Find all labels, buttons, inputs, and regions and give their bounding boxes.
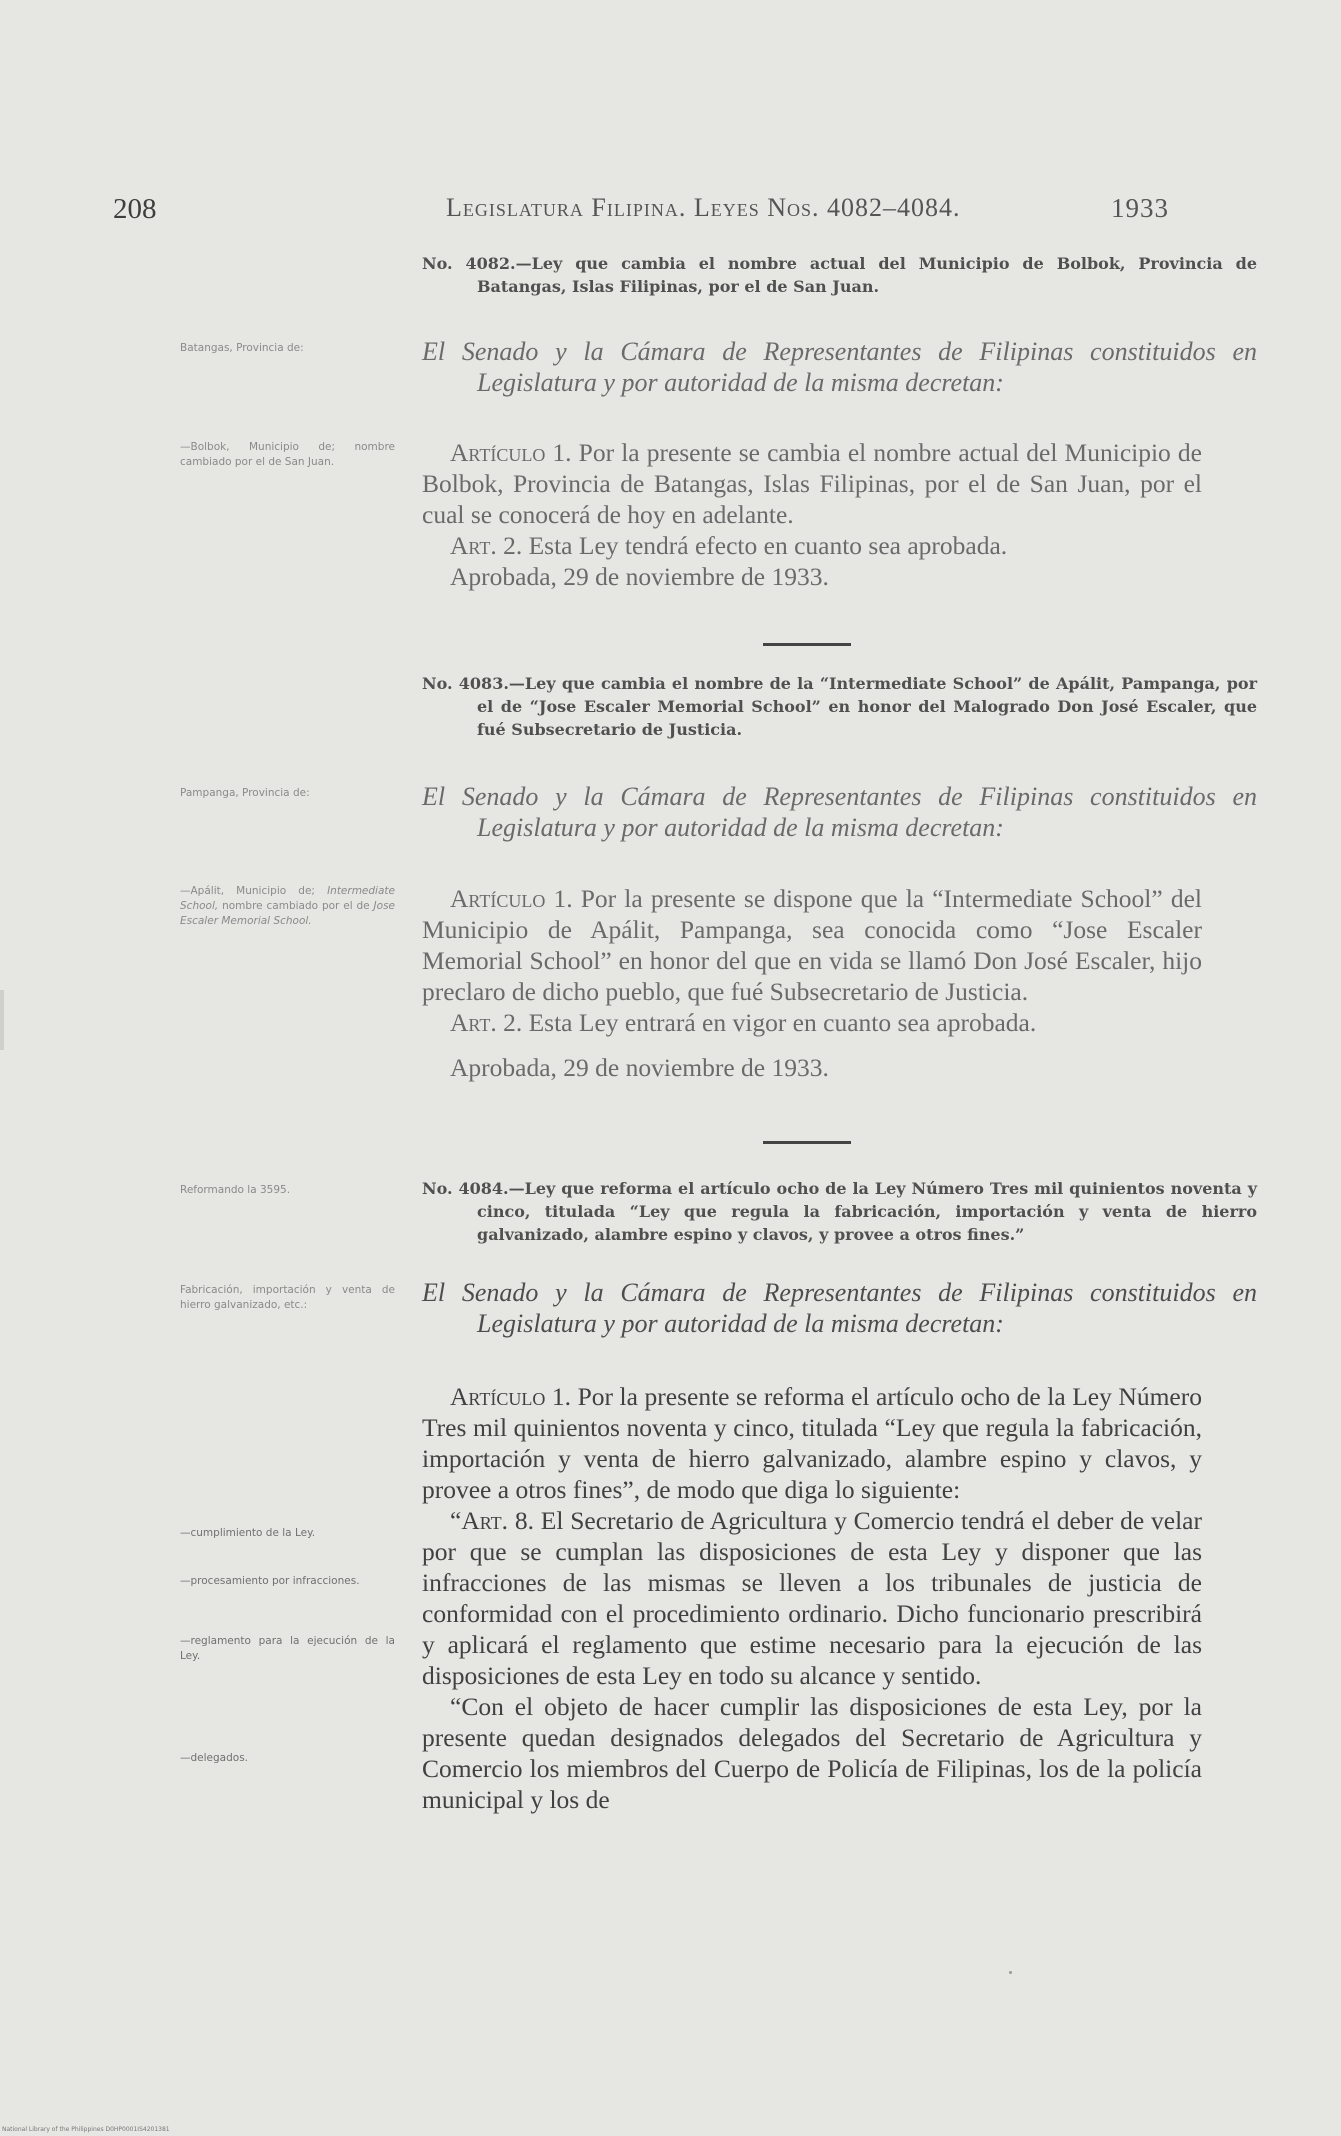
quoted-article-8 — [422, 1505, 1202, 1691]
article-text: Por la presente se reforma el artículo ocho de la Ley Número Tres mil quinientos noventa y cinco, titulada “Ley que regula la fabricación, importación y venta de hierro galvanizado, alambre espino y clavos, y provee a otros fines”, de modo que diga lo siguiente: — [422, 1382, 1202, 1504]
footer-credit: National Library of the Philippines D0HP0001IS4201381 — [2, 2126, 170, 2133]
margin-note-procesamiento: —procesamiento por infracciones. — [180, 1575, 360, 1587]
article-label: Artículo 1. — [450, 884, 573, 913]
article-label: Artículo 1. — [450, 1382, 572, 1411]
article-text: Por la presente se cambia el nombre actual del Municipio de Bolbok, Provincia de Batangas, Islas Filipinas, por el de San Juan, por el cual se conocerá de hoy en adelante. — [422, 438, 1202, 529]
scan-edge-shadow — [0, 990, 4, 1050]
margin-note-fabricacion: Fabricación, importación y venta de hierro galvanizado, etc.: — [180, 1284, 395, 1311]
article-1 — [422, 1381, 1202, 1505]
article-2 — [422, 530, 1202, 561]
section-divider — [763, 1141, 851, 1144]
enacting-clause-4084: El Senado y la Cámara de Representantes de Filipinas constituidos en Legislatura y por autoridad de la misma decretan: — [422, 1278, 1257, 1338]
note-italic: Jose Escaler Memorial School. — [180, 900, 395, 927]
article-1 — [422, 437, 1202, 530]
law-heading-4082: No. 4082.—Ley que cambia el nombre actual del Municipio de Bolbok, Provincia de Batangas, Islas Filipinas, por el de San Juan. — [422, 254, 1257, 296]
article-label: Art. 2. — [450, 531, 523, 560]
law-body-4082 — [422, 437, 1202, 592]
margin-note-batangas: Batangas, Provincia de: — [180, 342, 304, 354]
law-heading-4084: No. 4084.—Ley que reforma el artículo ocho de la Ley Número Tres mil quinientos noventa y cinco, titulada “Ley que regula la fabricación, importación y venta de hierro galvanizado, alambre espino y clavos, y provee a otros fines.” — [422, 1179, 1257, 1244]
running-head-year: 1933 — [1111, 193, 1169, 223]
note-text: —Apálit, Municipio de; — [180, 885, 328, 897]
article-label: Art. 2. — [450, 1008, 523, 1037]
article-text: Por la presente se dispone que la “Intermediate School” del Municipio de Apálit, Pampanga, sea conocida como “Jose Escaler Memorial School” en honor del que en vida se llamó Don José Escaler, hijo preclaro de dicho pueblo, que fué Subsecretario de Justicia. — [422, 884, 1202, 1006]
article-label: Artículo 1. — [450, 438, 572, 467]
margin-note-delegados: —delegados. — [180, 1752, 248, 1764]
note-text: nombre cambiado por el de — [218, 900, 374, 912]
note-italic: Intermediate School, — [180, 885, 395, 912]
law-heading-4083: No. 4083.—Ley que cambia el nombre de la “Intermediate School” de Apálit, Pampanga, por el de “Jose Escaler Memorial School” en honor del Malogrado Don José Escaler, que fué Subsecretario de Justicia. — [422, 674, 1257, 739]
margin-note-apalit — [180, 884, 395, 929]
section-divider — [763, 643, 851, 646]
article-label: “Art. 8. — [450, 1506, 534, 1535]
page-number: 208 — [113, 193, 157, 225]
margin-note-reformando: Reformando la 3595. — [180, 1184, 291, 1196]
article-text: Esta Ley entrará en vigor en cuanto sea aprobada. — [522, 1008, 1037, 1037]
margin-note-pampanga: Pampanga, Provincia de: — [180, 787, 310, 799]
quoted-paragraph: “Con el objeto de hacer cumplir las disposiciones de esta Ley, por la presente quedan designados delegados del Secretario de Agricultura y Comercio los miembros del Cuerpo de Policía de Filipinas, los de la policía municipal y los de — [422, 1692, 1202, 1814]
article-2 — [422, 1007, 1202, 1038]
running-head-title: Legislatura Filipina. Leyes Nos. 4082–4084. — [446, 193, 961, 222]
margin-note-reglamento: —reglamento para la ejecución de la Ley. — [180, 1635, 395, 1662]
scan-speck — [1009, 1971, 1012, 1974]
approval-date: Aprobada, 29 de noviembre de 1933. — [450, 562, 829, 591]
margin-note-bolbok: —Bolbok, Municipio de; nombre cambiado por el de San Juan. — [180, 441, 395, 468]
article-1 — [422, 883, 1202, 1007]
approval-date: Aprobada, 29 de noviembre de 1933. — [450, 1053, 829, 1082]
law-body-4083 — [422, 883, 1202, 1083]
enacting-clause-4083: El Senado y la Cámara de Representantes de Filipinas constituidos en Legislatura y por autoridad de la misma decretan: — [422, 782, 1257, 842]
enacting-clause-4082: El Senado y la Cámara de Representantes de Filipinas constituidos en Legislatura y por autoridad de la misma decretan: — [422, 337, 1257, 397]
article-text: Esta Ley tendrá efecto en cuanto sea aprobada. — [522, 531, 1008, 560]
margin-note-cumplimiento: —cumplimiento de la Ley. — [180, 1527, 316, 1539]
article-text: El Secretario de Agricultura y Comercio tendrá el deber de velar por que se cumplan las disposiciones de esta Ley y disponer que las infracciones de las mismas se lleven a los tribunales de justicia de conformidad con el procedimiento ordinario. Dicho funcionario prescribirá y aplicará el reglamento que estime necesario para la ejecución de las disposiciones de esta Ley en todo su alcance y sentido. — [422, 1506, 1202, 1690]
law-body-4084 — [422, 1381, 1202, 1815]
running-head — [446, 193, 961, 223]
